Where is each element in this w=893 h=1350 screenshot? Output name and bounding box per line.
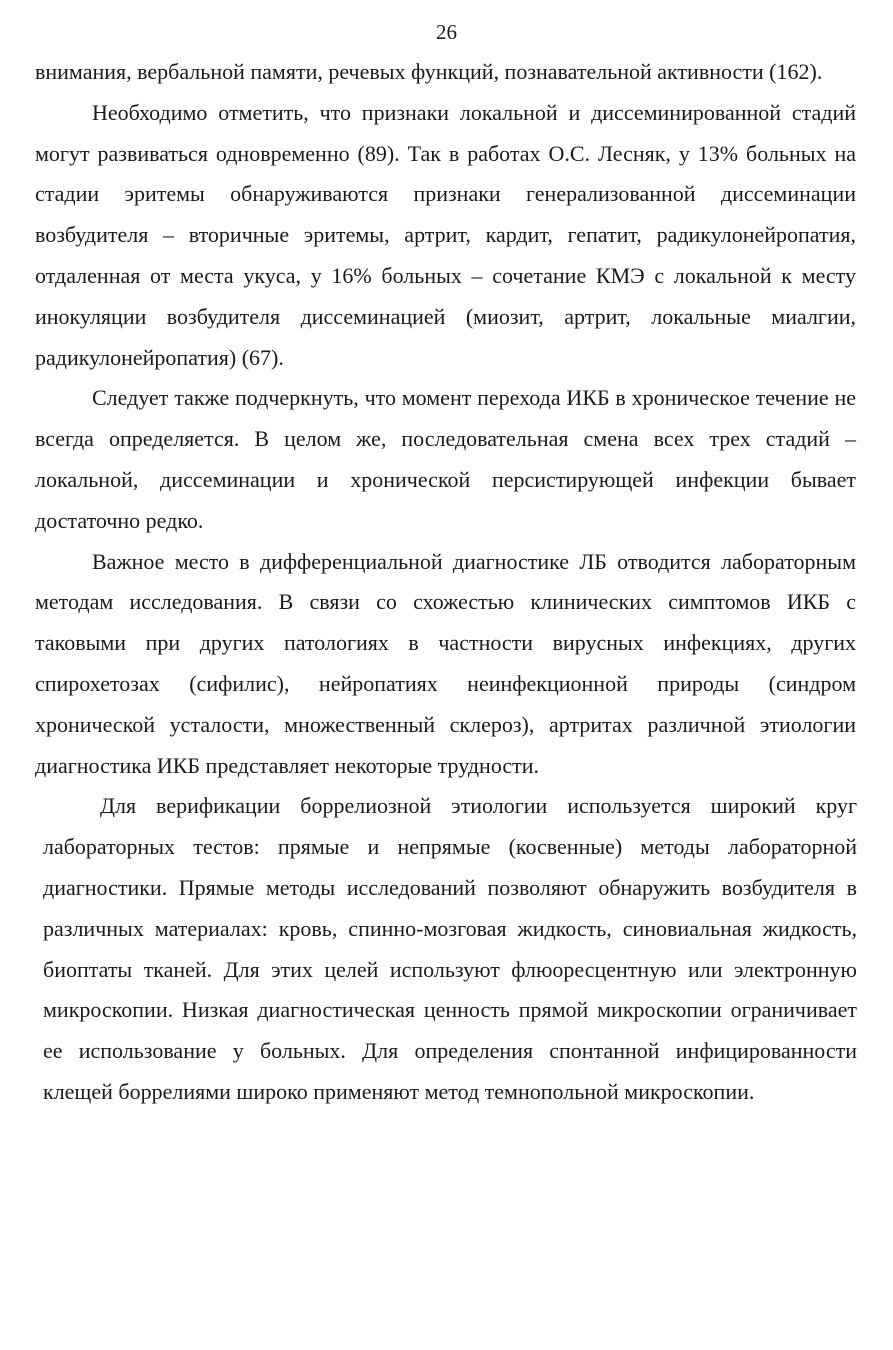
paragraph-stages-concurrent: Необходимо отметить, что признаки локальной и диссеминированной стадий могут развиваться одновременно (89). Так в работах О.С. Лесняк, у 13% больных на стадии эритемы обнаруживаются признаки генерализованной диссеминации возбудителя – вторичные эритемы, артрит, кардит, гепатит, радикулонейропатия, отдаленная от места укуса, у 16% больных – сочетание КМЭ с локальной к месту инокуляции возбудителя диссеминацией (миозит, артрит, локальные миалгии, радикулонейропатия) (67). [35,99,856,370]
paragraph-lab-diagnostics: Важное место в дифференциальной диагностике ЛБ отводится лабораторным методам исследования. В связи со схожестью клинических симптомов ИКБ с таковыми при других патологиях в частности вирусных инфекциях, других спирохетозах (сифилис), нейропатиях неинфекционной природы (синдром хронической усталости, множественный склероз), артритах различной этиологии диагностика ИКБ представляет некоторые трудности. [35,548,856,778]
document-body [35,52,856,1113]
paragraph-continuation: внимания, вербальной памяти, речевых функций, познавательной активности (162). [35,59,823,84]
paragraph-chronic-transition: Следует также подчеркнуть, что момент перехода ИКБ в хроническое течение не всегда определяется. В целом же, последовательная смена всех трех стадий – локальной, диссеминации и хронической персистирующей инфекции бывает достаточно редко. [35,385,856,533]
page-number: 26 [436,20,457,44]
paragraph-verification-methods: Для верификации боррелиозной этиологии используется широкий круг лабораторных тестов: прямые и непрямые (косвенные) методы лабораторной диагностики. Прямые методы исследований позволяют обнаружить возбудителя в различных материалах: кровь, спинно-мозговая жидкость, синовиальная жидкость, биоптаты тканей. Для этих целей используют флюоресцентную или электронную микроскопии. Низкая диагностическая ценность прямой микроскопии ограничивает ее использование у больных. Для определения спонтанной инфицированности клещей боррелиями широко применяют метод темнопольной микроскопии. [43,793,857,1104]
